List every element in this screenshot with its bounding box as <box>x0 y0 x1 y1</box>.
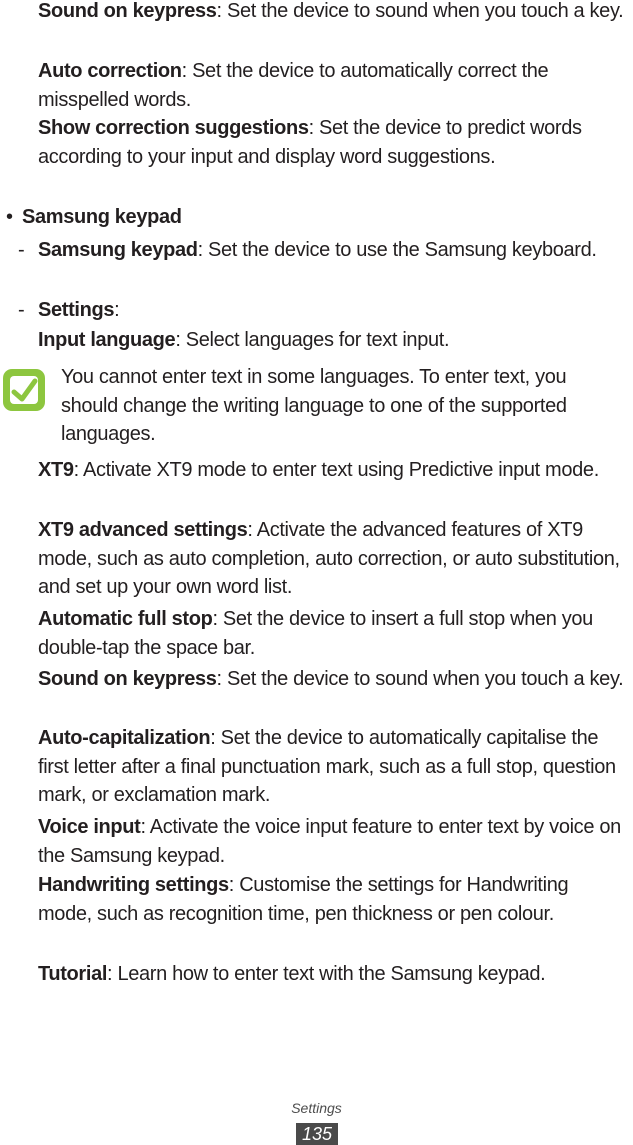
dash-marker: - <box>18 299 25 321</box>
note-text: You cannot enter text in some languages. To enter text, you should change the writing language to one of the supported languages. <box>61 366 567 445</box>
setting-term: Tutorial <box>38 963 108 985</box>
setting-desc: : Activate the voice input feature to enter text by voice on the Samsung keypad. <box>38 816 621 867</box>
setting-desc: : Activate XT9 mode to enter text using Predictive input mode. <box>73 459 599 481</box>
setting-auto-capitalization <box>38 724 630 810</box>
setting-automatic-full-stop <box>38 605 630 662</box>
bullet-symbol: • <box>6 206 14 228</box>
setting-term: Auto correction <box>38 60 182 82</box>
setting-input-language <box>38 326 630 355</box>
setting-handwriting <box>38 871 598 928</box>
bullet-label: Samsung keypad <box>22 206 182 228</box>
setting-term: Handwriting settings <box>38 874 229 896</box>
setting-show-correction-suggestions <box>38 114 618 171</box>
setting-desc: : Set the device to automatically capitalise the first letter after a final punctuation mark, such as a full stop, question mark, or exclamation mark. <box>38 727 616 806</box>
setting-term: Voice input <box>38 816 141 838</box>
setting-desc: : Set the device to automatically correct the misspelled words. <box>38 60 549 111</box>
setting-sound-on-keypress-top <box>38 0 630 26</box>
footer-section-label: Settings <box>291 1100 342 1116</box>
setting-voice-input <box>38 813 630 870</box>
sub-item-settings <box>38 296 630 325</box>
setting-term: Automatic full stop <box>38 608 213 630</box>
bullet-heading <box>22 203 614 232</box>
setting-term: Auto-capitalization <box>38 727 211 749</box>
setting-xt9-advanced <box>38 516 630 602</box>
sub-item-term: Samsung keypad <box>38 239 198 261</box>
setting-term: Input language <box>38 329 176 351</box>
setting-term: XT9 <box>38 459 74 481</box>
setting-auto-correction <box>38 57 630 114</box>
sub-item-desc: : <box>114 299 120 321</box>
setting-term: Sound on keypress <box>38 0 217 22</box>
setting-desc: : Set the device to sound when you touch a key. <box>216 0 624 22</box>
setting-desc: : Customise the settings for Handwriting mode, such as recognition time, pen thickness or pen colour. <box>38 874 569 925</box>
setting-term: XT9 advanced settings <box>38 519 248 541</box>
setting-desc: : Learn how to enter text with the Samsung keypad. <box>107 963 546 985</box>
setting-tutorial <box>38 960 630 989</box>
setting-sound-on-keypress <box>38 665 630 694</box>
sub-item-term: Settings <box>38 299 115 321</box>
sub-item-samsung-keypad <box>38 236 630 265</box>
setting-term: Sound on keypress <box>38 668 217 690</box>
dash-marker: - <box>18 239 25 261</box>
setting-desc: : Set the device to predict words according to your input and display word suggestions. <box>38 117 582 168</box>
note-pencil-icon <box>2 368 46 412</box>
setting-desc: : Activate the advanced features of XT9 mode, such as auto completion, auto correction, or auto substitution, and set up your own word list. <box>38 519 620 598</box>
sub-item-desc: : Set the device to use the Samsung keyboard. <box>197 239 597 261</box>
setting-desc: : Set the device to sound when you touch a key. <box>216 668 624 690</box>
setting-desc: : Select languages for text input. <box>175 329 450 351</box>
page-number: 135 <box>296 1123 338 1145</box>
setting-xt9 <box>38 456 630 485</box>
setting-term: Show correction suggestions <box>38 117 309 139</box>
setting-desc: : Set the device to insert a full stop when you double-tap the space bar. <box>38 608 593 659</box>
